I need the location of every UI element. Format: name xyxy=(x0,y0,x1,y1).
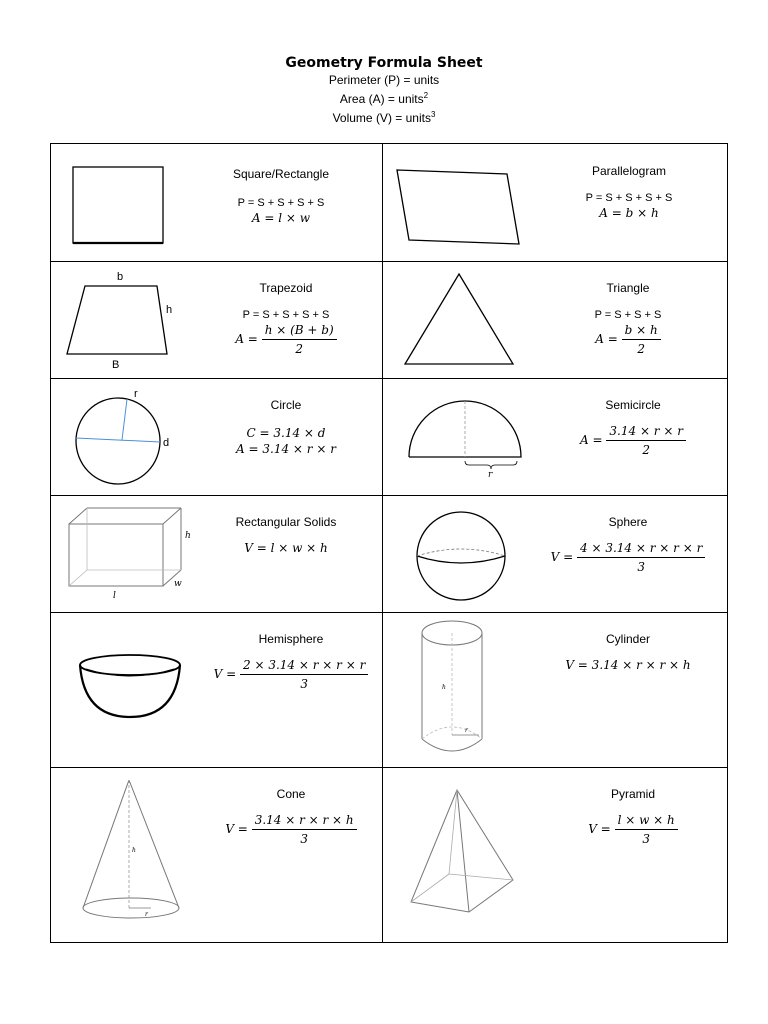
semicircle-area xyxy=(563,423,703,458)
circle-label-r: r xyxy=(134,388,138,400)
cylinder-volume: V = 3.14 × r × r × h xyxy=(565,658,691,672)
pyramid-text xyxy=(573,786,693,847)
cone-volume xyxy=(211,812,371,847)
cone-text xyxy=(211,786,371,847)
triangle-area-lhs: A = xyxy=(595,332,618,346)
perimeter-units-text: Perimeter (P) = units xyxy=(328,73,440,87)
semicircle-area-denominator: 2 xyxy=(642,443,650,457)
circle-name: Circle xyxy=(270,398,302,412)
trapezoid-text xyxy=(216,280,356,357)
semicircle-area-numerator: 3.14 × r × r xyxy=(606,423,686,441)
trapezoid-name: Trapezoid xyxy=(259,281,313,295)
cone-name: Cone xyxy=(276,787,306,801)
cell-trapezoid xyxy=(51,262,382,378)
trapezoid-area-denominator: 2 xyxy=(295,342,303,356)
cone-volume-lhs: V = xyxy=(225,822,248,836)
parallelogram-name: Parallelogram xyxy=(591,164,667,178)
cell-triangle xyxy=(383,262,729,378)
cell-rectangular-solids xyxy=(51,496,382,612)
pyramid-figure xyxy=(409,788,515,914)
cylinder-label-r: r xyxy=(465,727,468,734)
pyramid-volume xyxy=(573,812,693,847)
trapezoid-area-lhs: A = xyxy=(235,332,258,346)
cylinder-name: Cylinder xyxy=(605,632,650,646)
cell-cone xyxy=(51,768,382,944)
hemisphere-volume-numerator: 2 × 3.14 × r × r × r xyxy=(240,657,368,675)
square-name: Square/Rectangle xyxy=(232,167,330,181)
hemisphere-volume xyxy=(206,657,376,692)
area-units-text: Area (A) = units xyxy=(339,92,424,106)
cell-parallelogram xyxy=(383,144,729,261)
rect-solid-label-w: w xyxy=(174,579,182,589)
volume-units xyxy=(0,107,768,126)
rect-solid-label-h: h xyxy=(185,531,191,541)
volume-units-text: Volume (V) = units xyxy=(332,111,431,125)
semicircle-name: Semicircle xyxy=(605,398,661,412)
triangle-area-denominator: 2 xyxy=(637,342,645,356)
semicircle-label-r: r xyxy=(488,470,493,480)
cell-hemisphere xyxy=(51,613,382,767)
trapezoid-figure xyxy=(65,266,185,370)
semicircle-area-lhs: A = xyxy=(580,433,603,447)
formula-grid xyxy=(50,143,728,943)
sphere-volume-denominator: 3 xyxy=(637,560,645,574)
square-text xyxy=(211,166,351,226)
perimeter-units xyxy=(0,72,768,88)
rect-solid-text xyxy=(211,514,361,556)
pyramid-volume-fraction xyxy=(615,812,678,847)
trapezoid-label-B: B xyxy=(112,359,120,371)
page-title: Geometry Formula Sheet xyxy=(285,55,483,71)
cone-volume-numerator: 3.14 × r × r × h xyxy=(252,812,357,830)
square-figure xyxy=(72,166,164,246)
pyramid-volume-denominator: 3 xyxy=(642,832,650,846)
cone-volume-fraction xyxy=(252,812,357,847)
hemisphere-figure xyxy=(78,653,182,721)
triangle-figure xyxy=(403,272,515,366)
triangle-area-fraction xyxy=(622,322,661,357)
triangle-name: Triangle xyxy=(606,281,650,295)
volume-exponent: 3 xyxy=(430,110,436,119)
sphere-text xyxy=(548,514,708,575)
square-area: A = l × w xyxy=(251,211,311,225)
cell-cylinder xyxy=(383,613,729,767)
sphere-volume-fraction xyxy=(577,540,705,575)
cone-label-r: r xyxy=(145,911,148,918)
square-perimeter: P = S + S + S + S xyxy=(237,197,325,209)
cylinder-figure xyxy=(419,617,485,757)
hemisphere-name: Hemisphere xyxy=(258,632,324,646)
cone-volume-denominator: 3 xyxy=(300,832,308,846)
sphere-volume-numerator: 4 × 3.14 × r × r × r xyxy=(577,540,705,558)
cell-square-rectangle xyxy=(51,144,382,261)
hemisphere-text xyxy=(206,631,376,692)
parallelogram-area: A = b × h xyxy=(599,206,659,220)
sphere-volume xyxy=(548,540,708,575)
trapezoid-perimeter: P = S + S + S + S xyxy=(242,309,330,321)
semicircle-text xyxy=(563,397,703,458)
triangle-area xyxy=(568,322,688,357)
pyramid-name: Pyramid xyxy=(610,787,655,801)
sphere-name: Sphere xyxy=(608,515,648,529)
triangle-text xyxy=(568,280,688,357)
cell-semicircle xyxy=(383,379,729,495)
parallelogram-figure xyxy=(395,168,521,246)
cell-circle xyxy=(51,379,382,495)
circle-text xyxy=(211,397,361,457)
trapezoid-area-fraction xyxy=(262,322,337,357)
hemisphere-volume-fraction xyxy=(240,657,368,692)
rectangular-solid-figure xyxy=(67,504,197,600)
sphere-figure xyxy=(413,510,509,602)
header xyxy=(0,54,768,126)
area-units xyxy=(0,88,768,107)
trapezoid-label-b: b xyxy=(117,271,124,283)
rect-solid-label-l: l xyxy=(113,591,116,601)
rect-solid-volume: V = l × w × h xyxy=(244,541,328,555)
circle-figure xyxy=(71,383,183,487)
parallelogram-text xyxy=(559,163,699,221)
pyramid-volume-numerator: l × w × h xyxy=(615,812,678,830)
area-exponent: 2 xyxy=(423,91,429,100)
hemisphere-volume-lhs: V = xyxy=(213,667,237,681)
triangle-perimeter: P = S + S + S xyxy=(594,309,662,321)
cell-pyramid xyxy=(383,768,729,944)
trapezoid-label-h: h xyxy=(166,304,173,316)
trapezoid-area xyxy=(216,322,356,357)
semicircle-area-fraction xyxy=(606,423,686,458)
triangle-area-numerator: b × h xyxy=(622,322,661,340)
rect-solid-name: Rectangular Solids xyxy=(235,515,337,529)
parallelogram-perimeter: P = S + S + S + S xyxy=(585,192,673,204)
trapezoid-area-numerator: h × (B + b) xyxy=(262,322,337,340)
semicircle-figure xyxy=(407,399,523,480)
circle-area: A = 3.14 × r × r xyxy=(236,442,336,456)
sphere-volume-lhs: V = xyxy=(550,550,574,564)
cone-label-h: h xyxy=(132,847,136,854)
circle-circumference: C = 3.14 × d xyxy=(246,426,326,440)
cylinder-text xyxy=(558,631,698,673)
cone-figure xyxy=(79,778,183,920)
pyramid-volume-lhs: V = xyxy=(588,822,611,836)
circle-label-d: d xyxy=(163,437,170,449)
cell-sphere xyxy=(383,496,729,612)
cylinder-label-h: h xyxy=(442,684,446,691)
hemisphere-volume-denominator: 3 xyxy=(300,677,308,691)
